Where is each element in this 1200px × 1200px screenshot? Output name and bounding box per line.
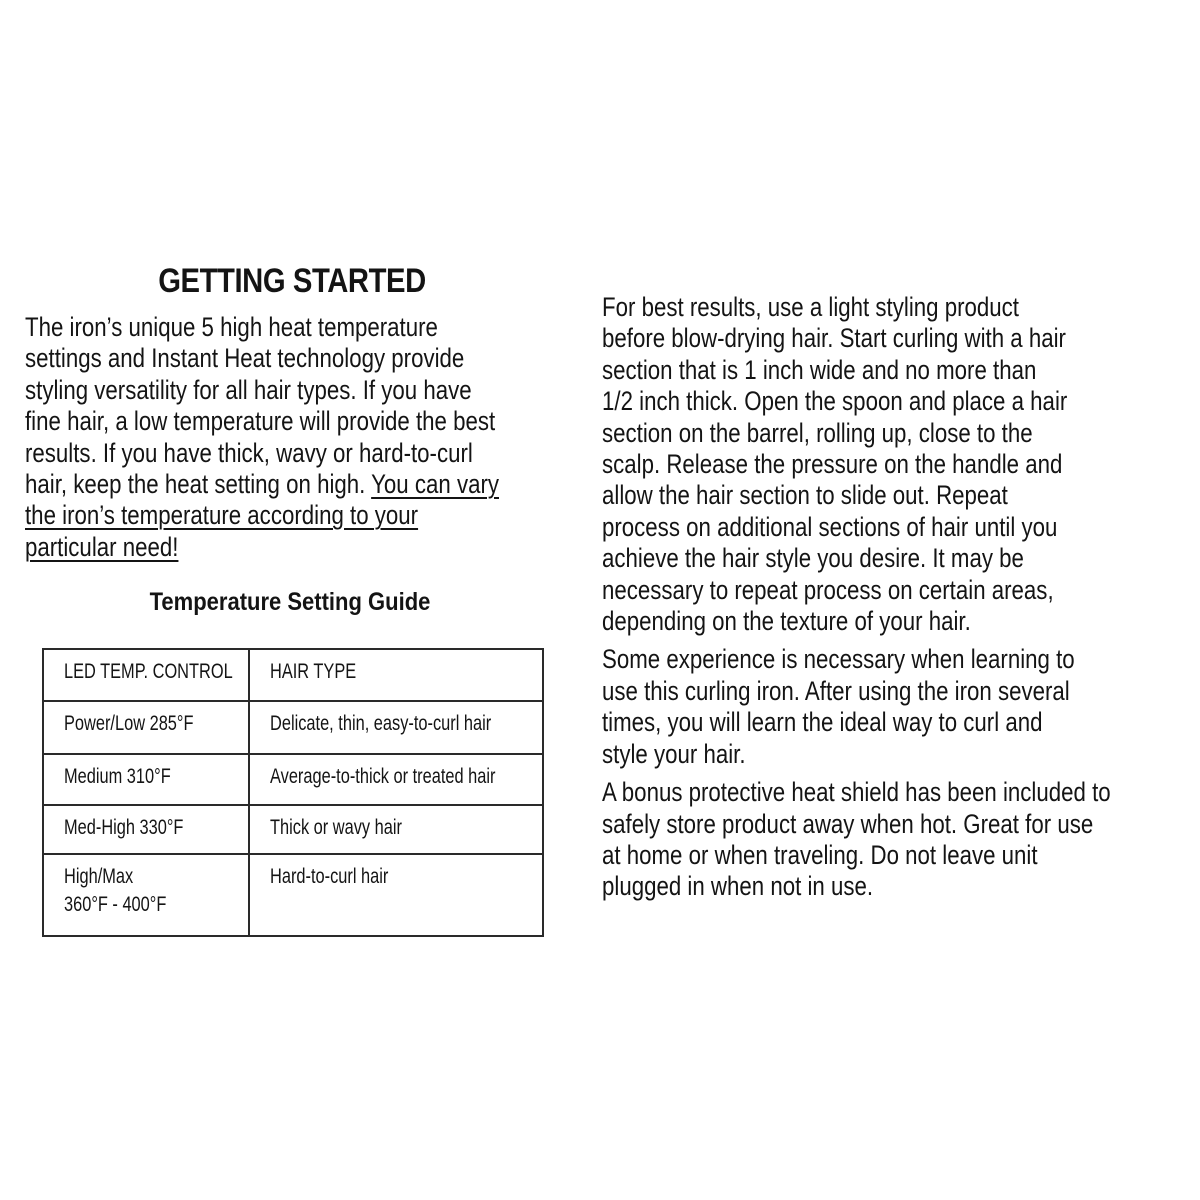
intro-line: fine hair, a low temperature will provide the best xyxy=(25,406,496,437)
intro-line: styling versatility for all hair types. If you have xyxy=(25,374,472,405)
page-title: GETTING STARTED xyxy=(158,262,426,300)
intro-underlined-text: particular need! xyxy=(25,531,179,562)
table-header-row xyxy=(43,649,543,701)
text-line: times, you will learn the ideal way to curl and xyxy=(602,707,1043,738)
text-line: depending on the texture of your hair. xyxy=(602,606,971,637)
header-temp-control: LED TEMP. CONTROL xyxy=(64,660,233,683)
header-hair-type: HAIR TYPE xyxy=(270,660,357,683)
table-row xyxy=(43,754,543,805)
table-row xyxy=(43,854,543,936)
table-cell xyxy=(43,805,249,854)
table-cell xyxy=(249,805,543,854)
table-header-cell xyxy=(43,649,249,701)
text-line: necessary to repeat process on certain areas, xyxy=(602,574,1054,605)
text-line: style your hair. xyxy=(602,738,746,769)
intro-line: settings and Instant Heat technology provide xyxy=(25,343,465,374)
temp-label: High/Max xyxy=(64,865,134,888)
text-line: before blow-drying hair. Start curling with a hair xyxy=(602,323,1066,354)
hair-type-value: Thick or wavy hair xyxy=(270,816,402,839)
text-line: 1/2 inch thick. Open the spoon and place a hair xyxy=(602,386,1068,417)
text-line: safely store product away when hot. Great for use xyxy=(602,808,1094,839)
text-line: scalp. Release the pressure on the handle and xyxy=(602,449,1063,480)
table-cell xyxy=(249,701,543,754)
table-cell xyxy=(43,701,249,754)
intro-line: The iron’s unique 5 high heat temperature xyxy=(25,312,438,342)
table-header-cell xyxy=(249,649,543,701)
guide-title: Temperature Setting Guide xyxy=(149,588,431,616)
text-line: plugged in when not in use. xyxy=(602,871,874,902)
text-line: achieve the hair style you desire. It may be xyxy=(602,543,1024,574)
intro-line: results. If you have thick, wavy or hard-to-curl xyxy=(25,437,473,468)
table-cell xyxy=(43,854,249,936)
temp-range: 360°F - 400°F xyxy=(64,893,167,916)
temperature-setting-table xyxy=(42,648,544,937)
text-line: A bonus protective heat shield has been included to xyxy=(602,777,1111,808)
heat-shield-paragraph xyxy=(602,777,1182,903)
intro-paragraph xyxy=(25,312,563,563)
table-cell xyxy=(249,854,543,936)
table-row xyxy=(43,805,543,854)
text-line: section on the barrel, rolling up, close to the xyxy=(602,417,1033,448)
text-line: use this curling iron. After using the iron several xyxy=(602,675,1070,706)
table-row xyxy=(43,701,543,754)
table-cell xyxy=(43,754,249,805)
intro-underlined-text: the iron’s temperature according to your xyxy=(25,500,419,531)
text-line: For best results, use a light styling product xyxy=(602,292,1019,322)
text-line: at home or when traveling. Do not leave unit xyxy=(602,839,1038,870)
hair-type-value: Average-to-thick or treated hair xyxy=(270,765,496,788)
temp-value xyxy=(64,855,208,919)
hair-type-value: Delicate, thin, easy-to-curl hair xyxy=(270,712,492,735)
temp-value: Power/Low 285°F xyxy=(64,712,194,735)
hair-type-value: Hard-to-curl hair xyxy=(270,865,389,888)
experience-paragraph xyxy=(602,644,1182,770)
intro-line xyxy=(25,500,563,531)
text-line: process on additional sections of hair until you xyxy=(602,511,1058,542)
temp-value: Med-High 330°F xyxy=(64,816,184,839)
instructions-column xyxy=(602,292,1182,903)
intro-underlined-text: You can vary xyxy=(371,469,499,500)
intro-line-plain: hair, keep the heat setting on high. xyxy=(25,469,372,500)
intro-line xyxy=(25,469,563,500)
temp-value: Medium 310°F xyxy=(64,765,171,788)
text-line: section that is 1 inch wide and no more than xyxy=(602,354,1037,385)
instructions-paragraph xyxy=(602,292,1182,637)
intro-line xyxy=(25,532,563,563)
text-line: Some experience is necessary when learning to xyxy=(602,644,1075,675)
text-line: allow the hair section to slide out. Repeat xyxy=(602,480,1008,511)
table-cell xyxy=(249,754,543,805)
